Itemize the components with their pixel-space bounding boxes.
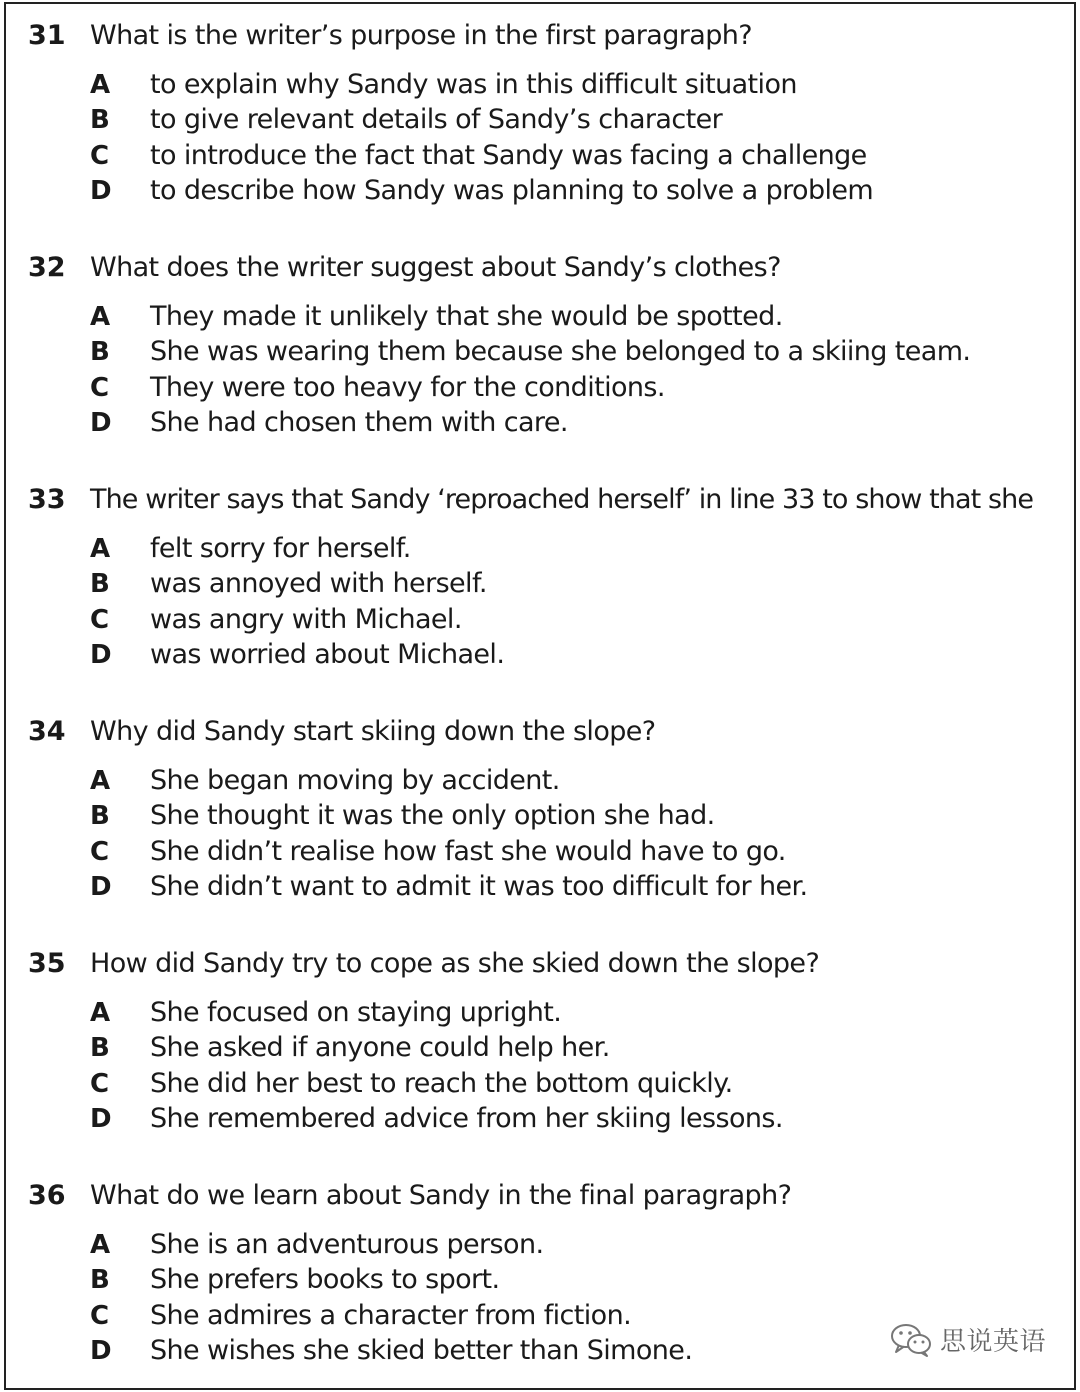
question-number: 34 — [28, 716, 66, 747]
option-letter: B — [90, 569, 110, 599]
option-letter: A — [90, 1230, 111, 1260]
option-text: She had chosen them with care. — [150, 407, 568, 438]
option-text: to give relevant details of Sandy’s character — [150, 104, 723, 135]
question-text: What does the writer suggest about Sandy’s clothes? — [90, 252, 781, 283]
option-text: She prefers books to sport. — [150, 1264, 500, 1295]
option-letter: B — [90, 1265, 110, 1295]
option-letter: A — [90, 998, 111, 1028]
option-letter: C — [90, 837, 110, 867]
question-text: How did Sandy try to cope as she skied down the slope? — [90, 948, 820, 979]
option-text: to describe how Sandy was planning to solve a problem — [150, 175, 874, 206]
option-letter: B — [90, 337, 110, 367]
option-letter: C — [90, 1069, 110, 1099]
question-text: What is the writer’s purpose in the first paragraph? — [90, 20, 752, 51]
wechat-icon — [890, 1323, 932, 1361]
option-text: to introduce the fact that Sandy was facing a challenge — [150, 140, 867, 171]
option-letter: B — [90, 105, 110, 135]
option-letter: D — [90, 872, 112, 902]
question-number: 32 — [28, 252, 66, 283]
option-text: to explain why Sandy was in this difficult situation — [150, 69, 797, 100]
option-letter: A — [90, 70, 111, 100]
option-text: She didn’t realise how fast she would have to go. — [150, 836, 786, 867]
option-text: They were too heavy for the conditions. — [150, 372, 665, 403]
option-letter: B — [90, 1033, 110, 1063]
option-text: She asked if anyone could help her. — [150, 1032, 610, 1063]
option-letter: C — [90, 1301, 110, 1331]
question-number: 31 — [28, 20, 66, 51]
question-number: 35 — [28, 948, 66, 979]
option-letter: D — [90, 1104, 112, 1134]
option-text: felt sorry for herself. — [150, 533, 411, 564]
option-letter: B — [90, 801, 110, 831]
option-text: She began moving by accident. — [150, 765, 560, 796]
option-text: She admires a character from fiction. — [150, 1300, 632, 1331]
option-letter: D — [90, 408, 112, 438]
option-text: was worried about Michael. — [150, 639, 505, 670]
option-letter: D — [90, 640, 112, 670]
watermark — [890, 1322, 1046, 1362]
watermark-text: 思说英语 — [940, 1327, 1047, 1357]
option-letter: A — [90, 534, 111, 564]
option-letter: D — [90, 176, 112, 206]
option-letter: A — [90, 302, 111, 332]
option-text: She thought it was the only option she had. — [150, 800, 715, 831]
option-text: She remembered advice from her skiing lessons. — [150, 1103, 783, 1134]
question-text: Why did Sandy start skiing down the slope? — [90, 716, 656, 747]
option-letter: C — [90, 141, 110, 171]
question-text: What do we learn about Sandy in the final paragraph? — [90, 1180, 792, 1211]
option-text: She was wearing them because she belonged to a skiing team. — [150, 336, 971, 367]
option-letter: C — [90, 605, 110, 635]
option-letter: C — [90, 373, 110, 403]
option-text: She focused on staying upright. — [150, 997, 562, 1028]
question-number: 36 — [28, 1180, 66, 1211]
option-text: was angry with Michael. — [150, 604, 462, 635]
question-text: The writer says that Sandy ‘reproached herself’ in line 33 to show that she — [90, 484, 1034, 515]
question-number: 33 — [28, 484, 66, 515]
option-letter: A — [90, 766, 111, 796]
option-letter: D — [90, 1336, 112, 1366]
option-text: She is an adventurous person. — [150, 1229, 544, 1260]
option-text: She wishes she skied better than Simone. — [150, 1335, 693, 1366]
option-text: was annoyed with herself. — [150, 568, 487, 599]
option-text: She didn’t want to admit it was too difficult for her. — [150, 871, 808, 902]
option-text: They made it unlikely that she would be spotted. — [150, 301, 783, 332]
option-text: She did her best to reach the bottom quickly. — [150, 1068, 733, 1099]
